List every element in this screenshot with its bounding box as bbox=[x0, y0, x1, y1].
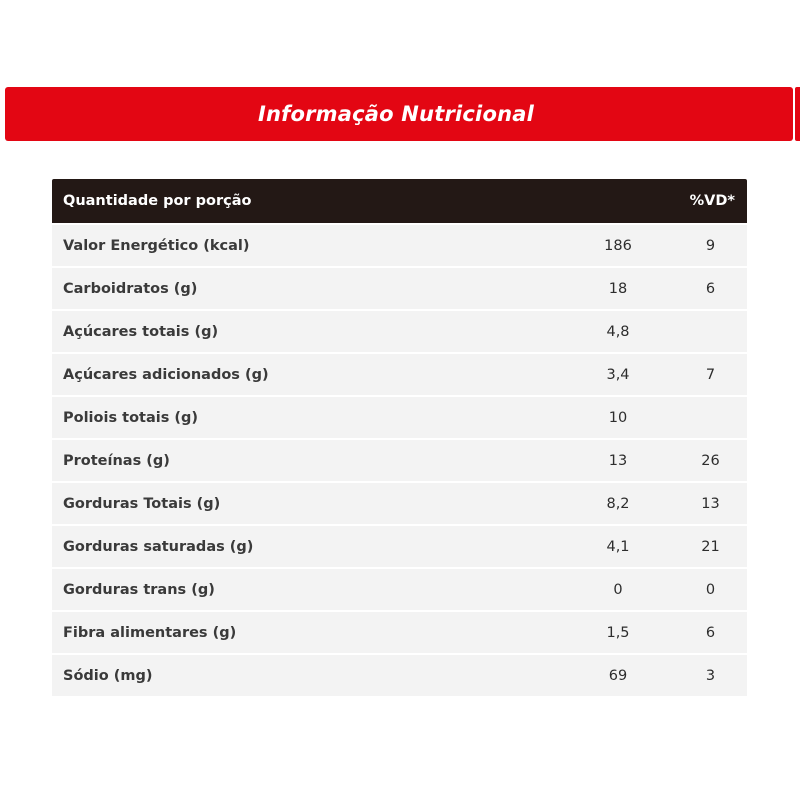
table-row bbox=[52, 612, 747, 653]
row-daily-value: 21 bbox=[701, 538, 720, 555]
row-quantity: 0 bbox=[613, 581, 623, 598]
row-label: Carboidratos (g) bbox=[63, 280, 198, 297]
table-row bbox=[52, 655, 747, 696]
table-header bbox=[52, 179, 747, 223]
row-quantity: 4,1 bbox=[606, 538, 630, 555]
row-quantity: 4,8 bbox=[606, 323, 630, 340]
row-daily-value: 6 bbox=[705, 280, 716, 297]
header-quantity-per-serving: Quantidade por porção bbox=[63, 193, 252, 209]
row-label: Gorduras trans (g) bbox=[63, 581, 215, 598]
row-daily-value: 26 bbox=[701, 452, 720, 469]
row-label: Sódio (mg) bbox=[63, 667, 153, 684]
row-label: Açúcares adicionados (g) bbox=[63, 366, 269, 383]
row-daily-value: 6 bbox=[705, 624, 716, 641]
banner-title: Informação Nutricional bbox=[257, 102, 534, 126]
table-row bbox=[52, 311, 747, 352]
row-daily-value: 3 bbox=[705, 667, 716, 684]
table-row bbox=[52, 268, 747, 309]
table-row bbox=[52, 569, 747, 610]
table-row bbox=[52, 483, 747, 524]
row-daily-value: 9 bbox=[705, 237, 716, 254]
row-daily-value: 0 bbox=[705, 581, 716, 598]
table-row bbox=[52, 526, 747, 567]
row-quantity: 13 bbox=[608, 452, 628, 469]
row-label: Fibra alimentares (g) bbox=[63, 624, 237, 641]
row-quantity: 8,2 bbox=[606, 495, 630, 512]
table-row bbox=[52, 354, 747, 395]
row-quantity: 18 bbox=[608, 280, 628, 297]
table-row bbox=[52, 225, 747, 266]
row-quantity: 186 bbox=[604, 237, 632, 254]
row-quantity: 69 bbox=[608, 667, 628, 684]
nutrition-table bbox=[52, 179, 747, 696]
row-quantity: 10 bbox=[608, 409, 628, 426]
banner-edge bbox=[795, 87, 800, 141]
row-quantity: 1,5 bbox=[606, 624, 630, 641]
header-daily-value: %VD* bbox=[689, 193, 735, 209]
row-label: Proteínas (g) bbox=[63, 452, 170, 469]
table-row bbox=[52, 397, 747, 438]
row-daily-value: 13 bbox=[701, 495, 720, 512]
row-quantity: 3,4 bbox=[606, 366, 630, 383]
row-label: Valor Energético (kcal) bbox=[63, 237, 250, 254]
row-label: Açúcares totais (g) bbox=[63, 323, 219, 340]
title-banner bbox=[5, 87, 793, 141]
row-daily-value: 7 bbox=[705, 366, 716, 383]
row-label: Gorduras saturadas (g) bbox=[63, 538, 254, 555]
table-row bbox=[52, 440, 747, 481]
row-label: Poliois totais (g) bbox=[63, 409, 199, 426]
row-label: Gorduras Totais (g) bbox=[63, 495, 221, 512]
